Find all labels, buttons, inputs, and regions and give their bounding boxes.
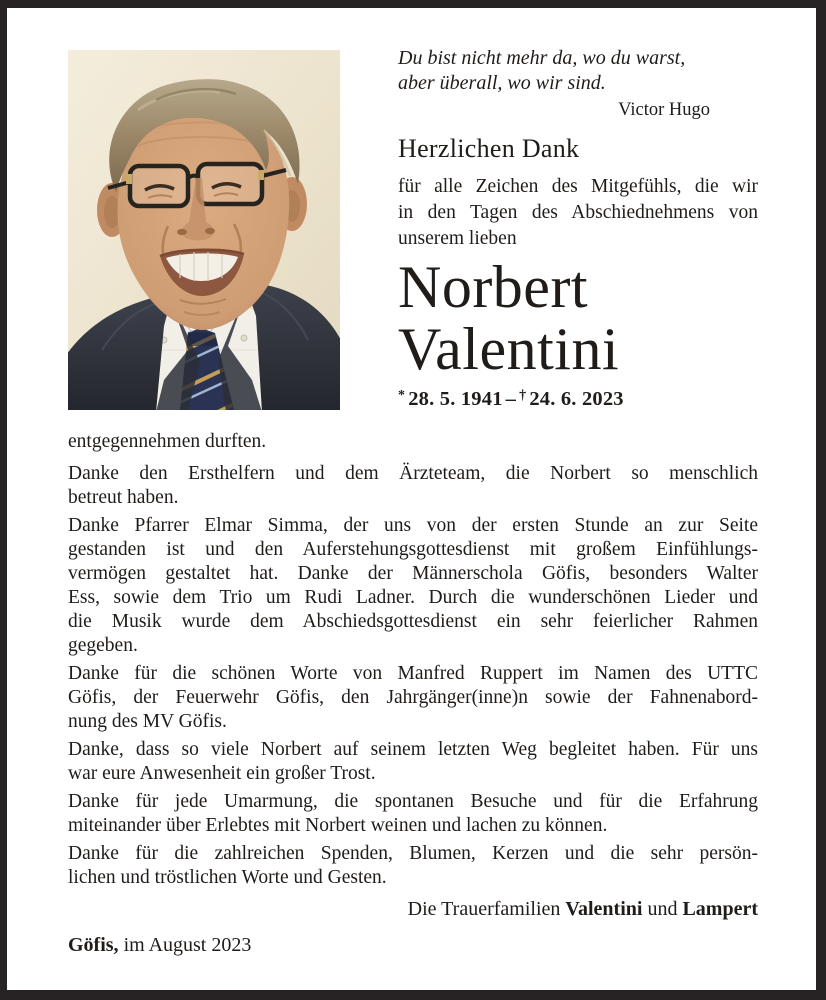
- quote-line-2: aber überall, wo wir sind.: [398, 72, 606, 94]
- text-line: Danke für die zahlreichen Spenden, Blumen, Kerzen und die sehr persön-: [68, 843, 758, 864]
- text-line: Danke für die schönen Worte von Manfred Ruppert im Namen des UTTC: [68, 663, 758, 684]
- text-line: betreut haben.: [68, 487, 179, 508]
- place-name: Göfis,: [68, 934, 119, 956]
- text-line: nung des MV Göfis.: [68, 711, 227, 732]
- birth-date: 28. 5. 1941: [408, 388, 503, 410]
- signature-conjunction: und: [647, 898, 678, 920]
- text-line: Ess, sowie dem Trio um Rudi Ladner. Durch die wunderschönen Lieder und: [68, 587, 758, 608]
- text-line: war eure Anwesenheit ein großer Trost.: [68, 763, 376, 784]
- life-dates: [398, 388, 624, 411]
- quote-line-1: Du bist nicht mehr da, wo du warst,: [398, 47, 686, 69]
- text-line: unserem lieben: [398, 228, 517, 249]
- lead-text: [398, 174, 758, 252]
- text-line: Danke für jede Umarmung, die spontanen Besuche und für die Erfahrung: [68, 791, 758, 812]
- deceased-first-name: Norbert: [398, 254, 589, 320]
- dates-separator: –: [505, 388, 517, 410]
- birth-star-symbol: *: [398, 388, 406, 403]
- death-cross-symbol: †: [519, 388, 527, 403]
- text-line: Göfis, der Feuerwehr Göfis, den Jahrgänger(inne)n sowie der Fahnenabord-: [68, 687, 758, 708]
- thanks-heading: Herzlichen Dank: [398, 134, 580, 163]
- text-line: die Musik wurde dem Abschiedsgottesdienst ein sehr feierlicher Rahmen: [68, 611, 758, 632]
- text-line: lichen und tröstlichen Worte und Gesten.: [68, 867, 387, 888]
- thanks-paragraph: [68, 738, 758, 786]
- header-column: [398, 46, 758, 436]
- thanks-paragraph: [68, 790, 758, 838]
- text-line: vermögen gestaltet hat. Danke der Männerschola Göfis, besonders Walter: [68, 563, 758, 584]
- death-date: 24. 6. 2023: [529, 388, 624, 410]
- family-name-lampert: Lampert: [682, 898, 758, 920]
- thanks-paragraph: [68, 514, 758, 658]
- text-line: in den Tagen des Abschiednehmens von: [398, 202, 758, 223]
- thanks-paragraph: [68, 462, 758, 510]
- text-line: für alle Zeichen des Mitgefühls, die wir: [398, 176, 758, 197]
- place-dateline: [68, 934, 251, 957]
- deceased-last-name: Valentini: [398, 316, 620, 382]
- family-name-valentini: Valentini: [565, 898, 643, 920]
- text-line: Danke, dass so viele Norbert auf seinem letzten Weg begleitet haben. Für uns: [68, 739, 758, 760]
- intro-continuation: entgegennehmen durften.: [68, 431, 267, 452]
- text-line: gegeben.: [68, 635, 138, 656]
- signature-prefix: Die Trauerfamilien: [407, 898, 561, 920]
- notice-date: im August 2023: [123, 934, 252, 956]
- thanks-paragraph: [68, 662, 758, 734]
- signature-line: [68, 898, 758, 921]
- text-line: gestanden ist und den Auferstehungsgottesdienst mit großem Einfühlungs-: [68, 539, 758, 560]
- thanks-paragraph: [68, 842, 758, 890]
- body-text: [68, 430, 758, 894]
- quote-attribution: Victor Hugo: [618, 100, 710, 120]
- text-line: Danke den Ersthelfern und dem Ärzteteam, die Norbert so menschlich: [68, 463, 758, 484]
- text-line: miteinander über Erlebtes mit Norbert weinen und lachen zu können.: [68, 815, 608, 836]
- deceased-name: [398, 256, 619, 380]
- portrait-photo: [68, 50, 340, 410]
- text-line: Danke Pfarrer Elmar Simma, der uns von der ersten Stunde an zur Seite: [68, 515, 758, 536]
- thanks-paragraphs: [68, 462, 758, 890]
